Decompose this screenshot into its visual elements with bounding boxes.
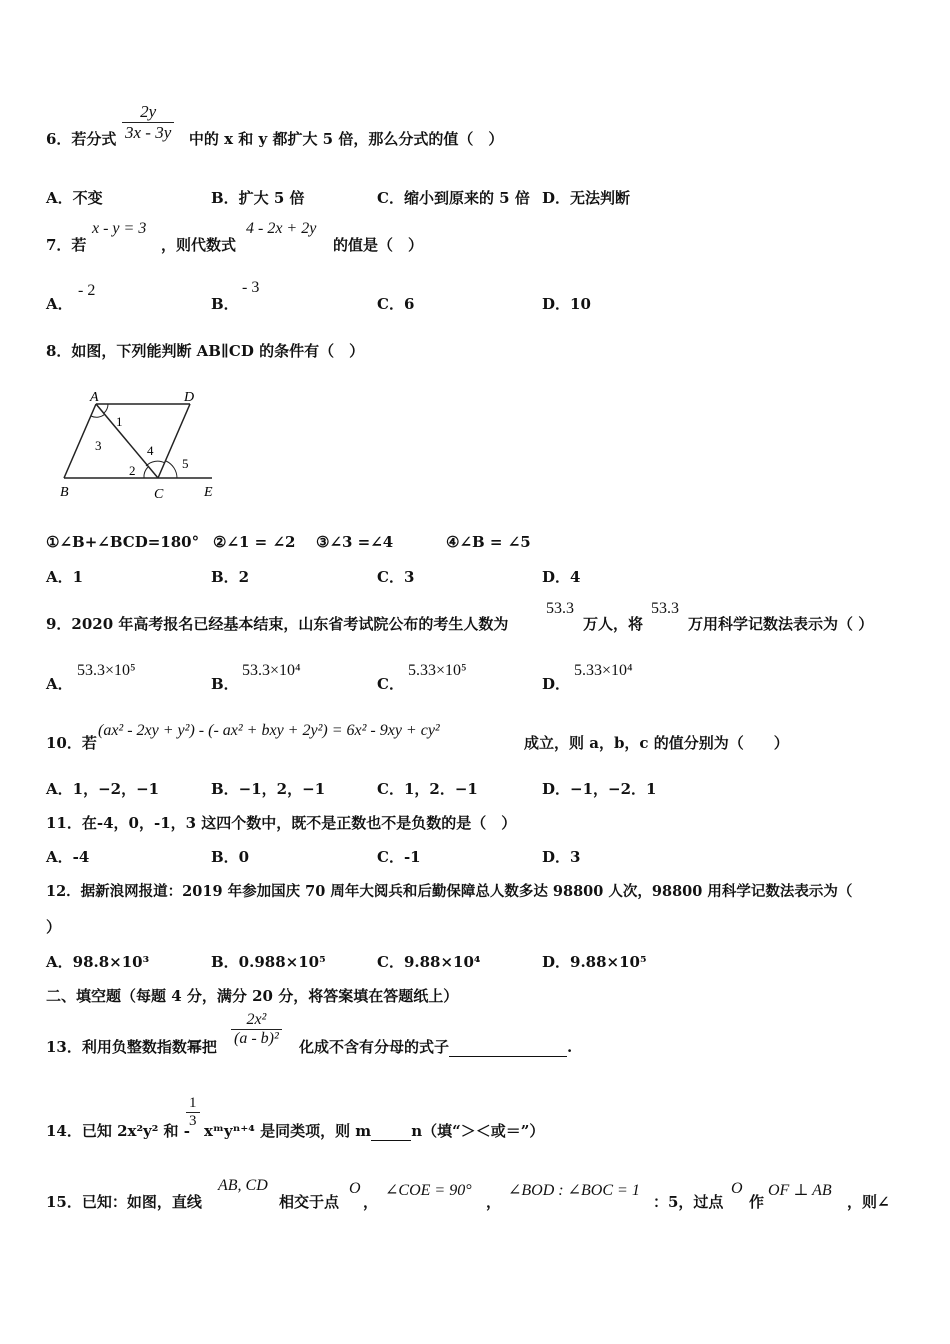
q6-fraction xyxy=(122,102,174,143)
q12-stem: 12．据新浪网报道：2019 年参加国庆 70 周年大阅兵和后勤保障总人数多达 98800 人次，98800 用科学记数法表示为（ xyxy=(46,883,853,900)
q11-option-d: D．3 xyxy=(542,848,581,866)
q15-perpendicular: OF ⊥ AB xyxy=(768,1182,832,1199)
q14-mid: xᵐyⁿ⁺⁴ 是同类项，则 m xyxy=(204,1122,372,1140)
q6-frac-num: 2y xyxy=(122,102,174,123)
q12-option-d: D．9.88×10⁵ xyxy=(542,953,647,971)
q9-option-a: A． xyxy=(46,675,73,693)
section-2-heading: 二、填空题（每题 4 分，满分 20 分，将答案填在答题纸上） xyxy=(46,987,459,1005)
q15-comma-2: ， xyxy=(486,1193,502,1211)
q8-option-b: B．2 xyxy=(211,568,250,586)
q9-option-c: C． xyxy=(377,675,404,693)
q8-option-d: D．4 xyxy=(542,568,581,586)
q10-option-d: D．−1，−2．1 xyxy=(542,780,657,798)
q6-stem xyxy=(46,128,503,149)
fig-label-4: 4 xyxy=(147,443,154,458)
q7-option-a-value: - 2 xyxy=(78,282,96,299)
q9-number: 53.3 xyxy=(546,600,574,617)
q15-point-o: O xyxy=(349,1180,361,1197)
q8-option-a: A．1 xyxy=(46,568,84,586)
q15-text-4: ，则∠ xyxy=(847,1193,890,1211)
q7-option-b-value: - 3 xyxy=(242,279,260,296)
q13-frac-den: (a - b)² xyxy=(234,1030,279,1047)
q15-text-1: 相交于点 xyxy=(279,1193,340,1211)
q14-suffix: n（填“＞＜或＝”） xyxy=(411,1122,545,1140)
q10-option-c: C．1，2．−1 xyxy=(377,780,478,798)
q15-text-2: ：5，过点 xyxy=(653,1193,724,1211)
q14-frac-num: 1 xyxy=(186,1095,200,1113)
q7-option-d: D．10 xyxy=(542,295,591,313)
q9-mid: 万人，将 xyxy=(583,615,644,633)
q8-stem: 8．如图，下列能判断 AB∥CD 的条件有（ ） xyxy=(46,342,365,360)
q7-option-c: C．6 xyxy=(377,295,415,313)
q13-fraction xyxy=(231,1011,282,1048)
q7-option-a: A． xyxy=(46,295,73,313)
q9-number-repeat: 53.3 xyxy=(651,600,679,617)
q9-option-d-value: 5.33×10⁴ xyxy=(574,662,633,679)
q13-prefix: 13．利用负整数指数幂把 xyxy=(46,1038,217,1056)
q14-answer-blank[interactable] xyxy=(371,1122,411,1141)
q6-option-d: D．无法判断 xyxy=(542,189,631,207)
q10-option-a: A．1，−2，−1 xyxy=(46,780,160,798)
q14-fraction xyxy=(186,1095,200,1130)
q13-suffix: 化成不含有分母的式子 xyxy=(299,1038,450,1056)
q11-option-b: B．0 xyxy=(211,848,250,866)
q12-option-c: C．9.88×10⁴ xyxy=(377,953,481,971)
q9-suffix: 万用科学记数法表示为（ ） xyxy=(688,615,874,633)
q8-cond-3: ③∠3 =∠4 xyxy=(316,533,394,551)
q9-option-d: D． xyxy=(542,675,571,693)
q9-option-b-value: 53.3×10⁴ xyxy=(242,662,301,679)
q14-frac-den: 3 xyxy=(189,1113,197,1129)
fig-label-3: 3 xyxy=(95,438,102,453)
q6-suffix: 中的 x 和 y 都扩大 5 倍，那么分式的值（ ） xyxy=(188,130,504,148)
q7-option-b: B． xyxy=(211,295,239,313)
q6-option-a: A．不变 xyxy=(46,189,103,207)
q14-rest xyxy=(204,1120,544,1141)
q6-prefix: 6．若分式 xyxy=(46,130,117,148)
q13-answer-blank[interactable] xyxy=(449,1038,567,1057)
q7-prefix: 7．若 xyxy=(46,236,87,254)
q9-option-b: B． xyxy=(211,675,239,693)
q8-cond-1: ①∠B+∠BCD=180° xyxy=(46,533,200,551)
q15-prefix: 15．已知：如图，直线 xyxy=(46,1193,202,1211)
q15-angle-ratio: ∠BOD : ∠BOC = 1 xyxy=(508,1182,640,1199)
q8-figure xyxy=(54,386,234,506)
q7-suffix: 的值是（ ） xyxy=(333,236,424,254)
q12-stem-end: ） xyxy=(46,918,62,936)
q13-suffix-line xyxy=(299,1036,572,1057)
q11-option-a: A．-4 xyxy=(46,848,90,866)
q15-text-3: 作 xyxy=(749,1193,765,1211)
q12-option-a: A．98.8×10³ xyxy=(46,953,150,971)
fig-label-C: C xyxy=(154,487,164,502)
q10-suffix: 成立，则 a，b，c 的值分别为（ ） xyxy=(524,734,789,752)
q9-prefix: 9．2020 年高考报名已经基本结束，山东省考试院公布的考生人数为 xyxy=(46,615,509,633)
q7-expression: 4 - 2x + 2y xyxy=(246,220,317,237)
q10-option-b: B．−1，2，−1 xyxy=(211,780,326,798)
q13-frac-num: 2x² xyxy=(231,1011,282,1030)
fig-label-B: B xyxy=(60,485,69,500)
q7-stem xyxy=(46,234,86,255)
q7-condition: x - y = 3 xyxy=(92,220,147,237)
q12-option-b: B．0.988×10⁵ xyxy=(211,953,326,971)
q15-lines: AB, CD xyxy=(218,1177,268,1194)
q13-end: . xyxy=(567,1038,573,1056)
fig-label-E: E xyxy=(204,485,213,500)
q6-option-c: C．缩小到原来的 5 倍 xyxy=(377,189,530,207)
q10-equation: (ax² - 2xy + y²) - (- ax² + bxy + 2y²) = 6x² - 9xy + cy² xyxy=(98,722,440,739)
fig-label-A: A xyxy=(90,390,99,405)
q7-mid: ，则代数式 xyxy=(161,236,237,254)
q15-point-o-2: O xyxy=(731,1180,743,1197)
fig-label-2: 2 xyxy=(129,463,136,478)
q6-option-b: B．扩大 5 倍 xyxy=(211,189,305,207)
fig-label-D: D xyxy=(184,390,195,405)
q8-cond-2: ②∠1 = ∠2 xyxy=(213,533,296,551)
q6-frac-den: 3x - 3y xyxy=(125,123,172,142)
fig-label-5: 5 xyxy=(182,456,189,471)
q9-option-a-value: 53.3×10⁵ xyxy=(77,662,136,679)
fig-label-1: 1 xyxy=(116,414,123,429)
q8-option-c: C．3 xyxy=(377,568,415,586)
q11-option-c: C．-1 xyxy=(377,848,421,866)
q8-cond-4: ④∠B = ∠5 xyxy=(446,533,531,551)
q15-comma-1: ， xyxy=(363,1193,379,1211)
q11-stem: 11．在-4，0，-1，3 这四个数中，既不是正数也不是负数的是（ ） xyxy=(46,814,517,832)
q15-angle-coe: ∠COE = 90° xyxy=(385,1182,472,1199)
q9-option-c-value: 5.33×10⁵ xyxy=(408,662,467,679)
q10-prefix: 10．若 xyxy=(46,734,97,752)
q14-prefix: 14．已知 2x²y² 和 - xyxy=(46,1122,191,1140)
